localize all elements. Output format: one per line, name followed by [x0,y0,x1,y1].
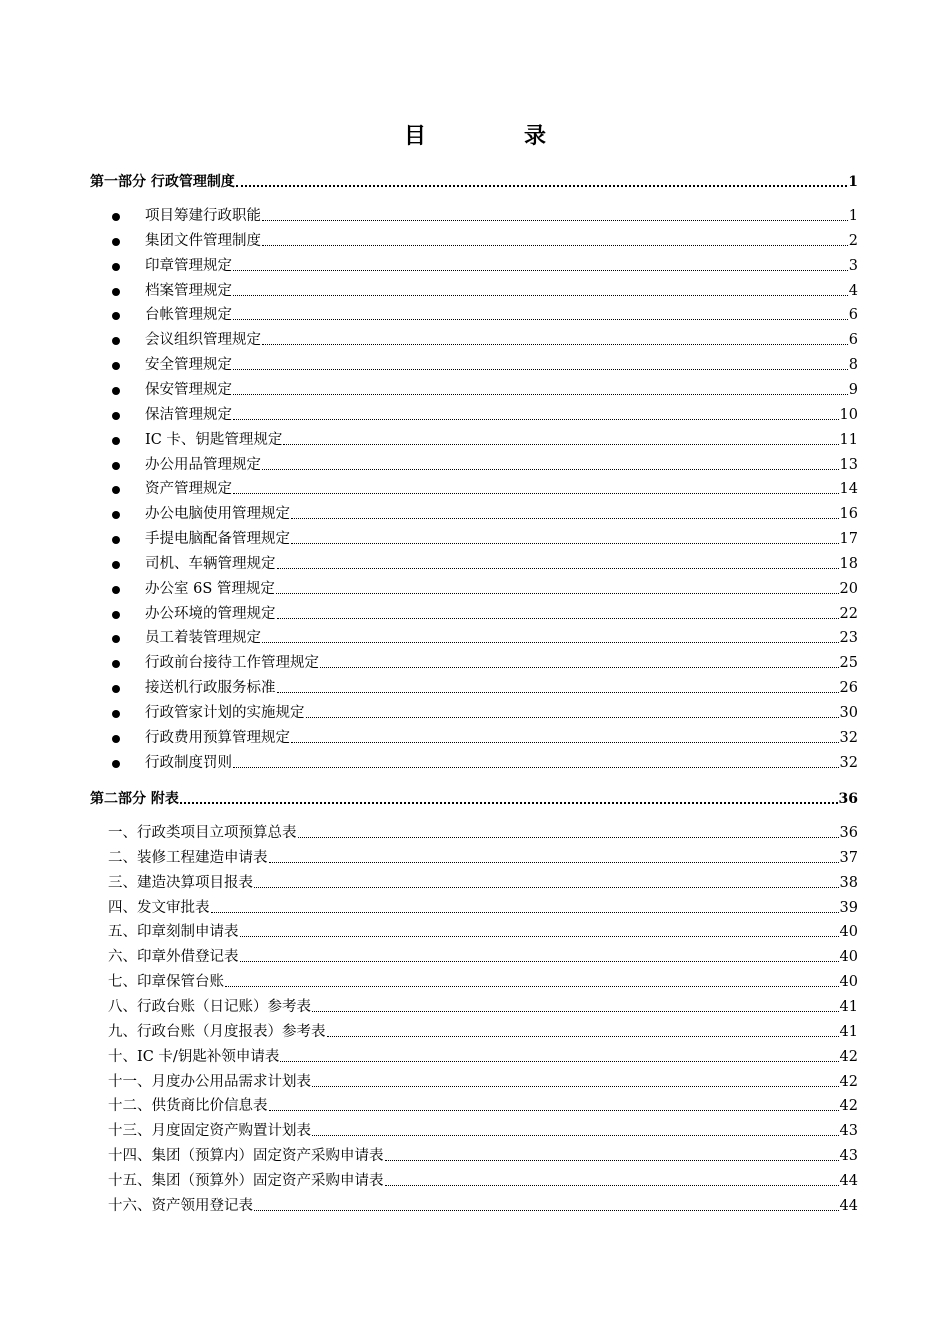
toc-entry-label: 六、印章外借登记表 [108,949,239,966]
toc-entry-label: 印章管理规定 [145,257,232,274]
toc-page-number: 44 [839,1197,858,1214]
toc-entry-label: 十、IC 卡/钥匙补领申请表 [108,1048,280,1065]
dot-leader [277,618,839,619]
toc-entry-label: 行政制度罚则 [145,754,232,771]
dot-leader [225,986,839,987]
toc-entry-label: 办公电脑使用管理规定 [145,506,290,523]
toc-entry-label: 十二、供货商比价信息表 [108,1098,268,1115]
dot-leader [233,270,848,271]
toc-entry[interactable] [90,728,858,748]
toc-entry[interactable] [108,1072,858,1092]
dot-leader [233,295,848,296]
toc-page-number: 39 [839,899,858,916]
toc-part-2[interactable] [90,789,858,809]
bullet-icon [112,362,120,370]
toc-entry-label: IC 卡、钥匙管理规定 [145,431,283,448]
toc-entry[interactable] [90,281,858,301]
dot-leader [262,220,848,221]
toc-entry[interactable] [108,1196,858,1216]
toc-entry[interactable] [90,579,858,599]
toc-entry[interactable] [108,1121,858,1141]
toc-entry-label: 接送机行政服务标准 [145,680,276,697]
bullet-icon [112,288,120,296]
dot-leader [312,1135,839,1136]
bullet-icon [112,611,120,619]
toc-entry-label: 十一、月度办公用品需求计划表 [108,1073,311,1090]
dot-leader [385,1185,839,1186]
toc-entry-label: 行政前台接待工作管理规定 [145,655,319,672]
dot-leader [233,319,848,320]
toc-page-number: 42 [839,1048,858,1065]
toc-entry-label: 台帐管理规定 [145,307,232,324]
toc-entry[interactable] [108,1047,858,1067]
toc-page-number: 16 [839,506,858,523]
bullet-icon [112,735,120,743]
toc-page-number: 32 [839,754,858,771]
toc-entry-label: 三、建造决算项目报表 [108,874,253,891]
toc-part-label: 第二部分 附表 [90,791,179,807]
toc-entry[interactable] [90,380,858,400]
toc-page-number: 42 [839,1073,858,1090]
toc-entry[interactable] [90,231,858,251]
toc-page-number: 44 [839,1172,858,1189]
dot-leader [262,469,839,470]
toc-entry-label: 安全管理规定 [145,357,232,374]
dot-leader [211,912,839,913]
toc-page-number: 43 [839,1148,858,1165]
dot-leader [233,369,848,370]
toc-entry[interactable] [90,430,858,450]
toc-entry-label: 七、印章保管台账 [108,974,224,991]
toc-entry-label: 十五、集团（预算外）固定资产采购申请表 [108,1172,384,1189]
toc-entry-label: 办公用品管理规定 [145,456,261,473]
dot-leader [233,419,839,420]
toc-entry[interactable] [90,305,858,325]
dot-leader [262,642,839,643]
toc-entry-label: 档案管理规定 [145,282,232,299]
toc-entry[interactable] [90,703,858,723]
dot-leader [180,802,838,804]
dot-leader [291,742,839,743]
toc-entry[interactable] [108,997,858,1017]
dot-leader [306,717,839,718]
toc-entry[interactable] [90,753,858,773]
bullet-icon [112,412,120,420]
toc-part-label: 第一部分 行政管理制度 [90,174,235,190]
bullet-icon [112,635,120,643]
toc-entry-label: 八、行政台账（日记账）参考表 [108,998,311,1015]
dot-leader [233,493,839,494]
toc-entry-label: 九、行政台账（月度报表）参考表 [108,1023,326,1040]
toc-entry-label: 十三、月度固定资产购置计划表 [108,1123,311,1140]
toc-page-number: 20 [839,580,858,597]
dot-leader [385,1160,839,1161]
toc-entry[interactable] [108,823,858,843]
toc-entry-label: 办公室 6S 管理规定 [145,580,275,597]
toc-page-number: 1 [848,174,858,190]
toc-entry-label: 一、行政类项目立项预算总表 [108,825,297,841]
toc-page-number: 38 [839,874,858,891]
toc-entry[interactable] [90,256,858,276]
toc-entry-label: 四、发文审批表 [108,899,210,916]
toc-entry-label: 五、印章刻制申请表 [108,924,239,941]
dot-leader [240,961,839,962]
toc-page-number: 32 [839,729,858,746]
toc-entry-label: 会议组织管理规定 [145,332,261,349]
toc-page-number: 36 [839,825,858,841]
dot-leader [283,444,838,445]
toc-entry[interactable] [90,355,858,375]
dot-leader [254,1210,839,1211]
toc-entry[interactable] [108,972,858,992]
toc-page-number: 25 [839,655,858,672]
toc-page-number: 11 [839,431,858,448]
toc-page-number: 4 [848,282,858,299]
toc-entry[interactable] [90,678,858,698]
toc-title: 目 录 [403,123,584,149]
toc-entry[interactable] [90,405,858,425]
toc-entry-label: 行政管家计划的实施规定 [145,705,305,721]
bullet-icon [112,561,120,569]
toc-entry[interactable] [90,504,858,524]
toc-page-number: 8 [848,357,858,374]
toc-page-number: 36 [838,791,858,807]
toc-entry-label: 员工着装管理规定 [145,630,261,647]
bullet-icon [112,387,120,395]
toc-entry[interactable] [90,529,858,549]
toc-page-number: 40 [839,974,858,991]
dot-leader [291,518,839,519]
toc-entry[interactable] [90,604,858,624]
dot-leader [262,344,848,345]
toc-page-number: 40 [839,924,858,941]
toc-entry[interactable] [108,1022,858,1042]
toc-entry[interactable] [90,206,858,226]
toc-entry-label: 项目筹建行政职能 [145,208,261,224]
toc-page-number: 23 [839,630,858,647]
dot-leader [240,936,839,937]
toc-entry[interactable] [90,554,858,574]
toc-entry-label: 集团文件管理制度 [145,232,261,249]
bullet-icon [112,437,120,445]
toc-page-number: 40 [839,949,858,966]
bullet-icon [112,238,120,246]
toc-page-number: 13 [839,456,858,473]
bullet-icon [112,337,120,345]
bullet-icon [112,486,120,494]
dot-leader [312,1086,839,1087]
bullet-icon [112,760,120,768]
toc-page-number: 1 [848,208,858,224]
dot-leader [233,394,848,395]
toc-entry[interactable] [90,479,858,499]
toc-page-number: 2 [848,232,858,249]
toc-entry-label: 十六、资产领用登记表 [108,1197,253,1214]
toc-entry[interactable] [90,653,858,673]
dot-leader [236,185,847,187]
toc-entry[interactable] [90,455,858,475]
toc-entry-label: 行政费用预算管理规定 [145,729,290,746]
toc-entry-label: 保洁管理规定 [145,406,232,423]
bullet-icon [112,213,120,221]
toc-entry[interactable] [108,1171,858,1191]
toc-page-number: 18 [839,555,858,572]
toc-page-number: 42 [839,1098,858,1115]
toc-entry[interactable] [90,330,858,350]
toc-entry-label: 保安管理规定 [145,381,232,398]
toc-entry-label: 办公环境的管理规定 [145,605,276,622]
bullet-icon [112,263,120,271]
bullet-icon [112,462,120,470]
toc-page-number: 43 [839,1123,858,1140]
toc-page-number: 3 [848,257,858,274]
toc-entry[interactable] [108,1096,858,1116]
toc-entry[interactable] [108,873,858,893]
dot-leader [233,767,839,768]
bullet-icon [112,660,120,668]
toc-entry-label: 十四、集团（预算内）固定资产采购申请表 [108,1148,384,1165]
toc-entry[interactable] [108,947,858,967]
toc-entry[interactable] [108,922,858,942]
toc-page-number: 22 [839,605,858,622]
toc-page-number: 14 [839,481,858,498]
toc-page-number: 41 [839,1023,858,1040]
bullet-icon [112,586,120,594]
toc-page-number: 10 [839,406,858,423]
toc-entry[interactable] [90,628,858,648]
toc-entry-label: 司机、车辆管理规定 [145,555,276,572]
toc-part-1[interactable] [90,172,858,192]
bullet-icon [112,312,120,320]
toc-page-number: 6 [848,307,858,324]
bullet-icon [112,536,120,544]
dot-leader [312,1011,839,1012]
toc-entry[interactable] [108,848,858,868]
dot-leader [269,1110,839,1111]
toc-page-number: 6 [848,332,858,349]
bullet-icon [112,685,120,693]
dot-leader [269,862,839,863]
dot-leader [276,593,839,594]
toc-page-number: 9 [848,381,858,398]
toc-page-number: 17 [839,531,858,548]
dot-leader [254,887,839,888]
toc-entry-label: 二、装修工程建造申请表 [108,849,268,866]
toc-page-number: 30 [839,705,858,721]
dot-leader [291,543,839,544]
dot-leader [298,837,839,838]
toc-entry[interactable] [108,898,858,918]
dot-leader [277,692,839,693]
toc-entry-label: 资产管理规定 [145,481,232,498]
dot-leader [327,1036,839,1037]
toc-page-number: 41 [839,998,858,1015]
dot-leader [280,1061,838,1062]
dot-leader [277,568,839,569]
dot-leader [320,667,839,668]
toc-entry-label: 手提电脑配备管理规定 [145,531,290,548]
bullet-icon [112,511,120,519]
dot-leader [262,245,848,246]
bullet-icon [112,710,120,718]
toc-entry[interactable] [108,1146,858,1166]
toc-page-number: 37 [839,849,858,866]
toc-page-number: 26 [839,680,858,697]
